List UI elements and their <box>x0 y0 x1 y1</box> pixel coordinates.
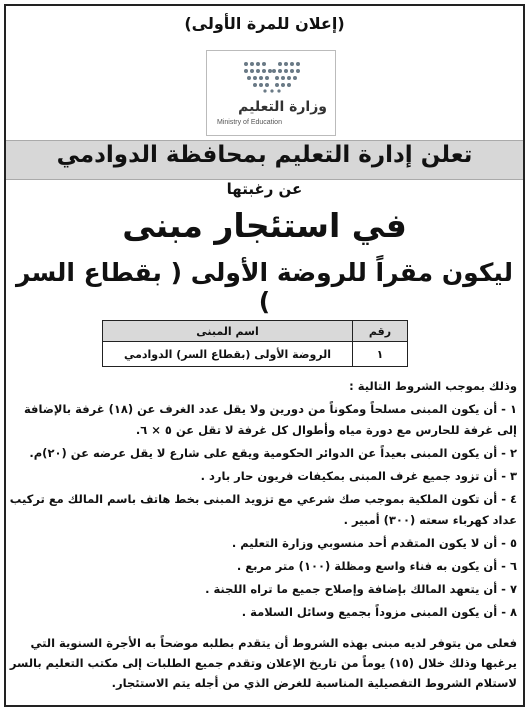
condition-item: ٣ - أن تزود جميع غرف المبنى بمكيفات فريون حار بارد . <box>200 469 517 483</box>
announcer-title: تعلن إدارة التعليم بمحافظة الدوادمي <box>56 142 473 168</box>
table-header-row <box>103 321 408 342</box>
first-time-notice: (إعلان للمرة الأولى) <box>184 14 345 33</box>
logo-arabic-name: وزارة التعليم <box>238 99 327 115</box>
condition-item: ٨ - أن يكون المبنى مزوداً بجميع وسائل السلامة . <box>241 605 517 619</box>
ministry-dots-icon <box>241 59 303 95</box>
closing-paragraph: فعلى من يتوفر لديه مبنى بهذه الشروط أن يتقدم بطلبه موضحاً به الأجرة السنوية التي يرغبها وذلك خلال (١٥) يوماً من تاريخ الإعلان وتقدم جميع الطلبات إلى مكتب التعليم بالسر لاستلام الشروط التفصيلية المناسبة للغرض الذي من أجله يتم الاستئجار. <box>9 636 517 690</box>
wish-subtitle: عن رغبتها <box>226 180 303 198</box>
rent-title: في استئجار مبنى <box>122 206 407 245</box>
condition-item: ٥ - أن لا يكون المتقدم أحد منسوبي وزارة التعليم . <box>231 536 517 550</box>
row-number: ١ <box>353 342 408 367</box>
row-building-name: الروضة الأولى (بقطاع السر) الدوادمي <box>103 342 353 367</box>
header-building-name: اسم المبنى <box>103 321 353 342</box>
conditions-list <box>9 376 517 625</box>
ministry-logo <box>206 50 336 136</box>
condition-item: ٧ - أن يتعهد المالك بإضافة وإصلاح جميع ما تراه اللجنة . <box>205 582 517 596</box>
advertisement-frame <box>4 4 525 707</box>
condition-item: ١ - أن يكون المبنى مسلحاً ومكوناً من دورين ولا يقل عدد الغرف عن (١٨) غرفة بالإضافة إلى غرفة للحارس مع دورة مياه وأطوال كل غرفة لا تقل عن ٥ × ٦. <box>23 402 517 437</box>
conditions-intro: وذلك بموجب الشروط التالية : <box>349 379 517 393</box>
condition-item: ٢ - أن يكون المبنى بعيداً عن الدوائر الحكومية ويقع على شارع لا يقل عرضه عن (٢٠)م. <box>29 446 517 460</box>
header-number: رقم <box>353 321 408 342</box>
logo-english-name: Ministry of Education <box>217 119 282 126</box>
table-row <box>103 342 408 367</box>
building-table <box>102 320 408 367</box>
condition-item: ٦ - أن يكون به فناء واسع ومظلة (١٠٠) متر مربع . <box>236 559 517 573</box>
condition-item: ٤ - أن تكون الملكية بموجب صك شرعي مع تزويد المبنى بخط هاتف باسم المالك مع تركيب عداد كهرباء سعته (٣٠٠) أمبير . <box>9 492 517 527</box>
purpose-title: ليكون مقراً للروضة الأولى ( بقطاع السر ) <box>16 258 513 316</box>
